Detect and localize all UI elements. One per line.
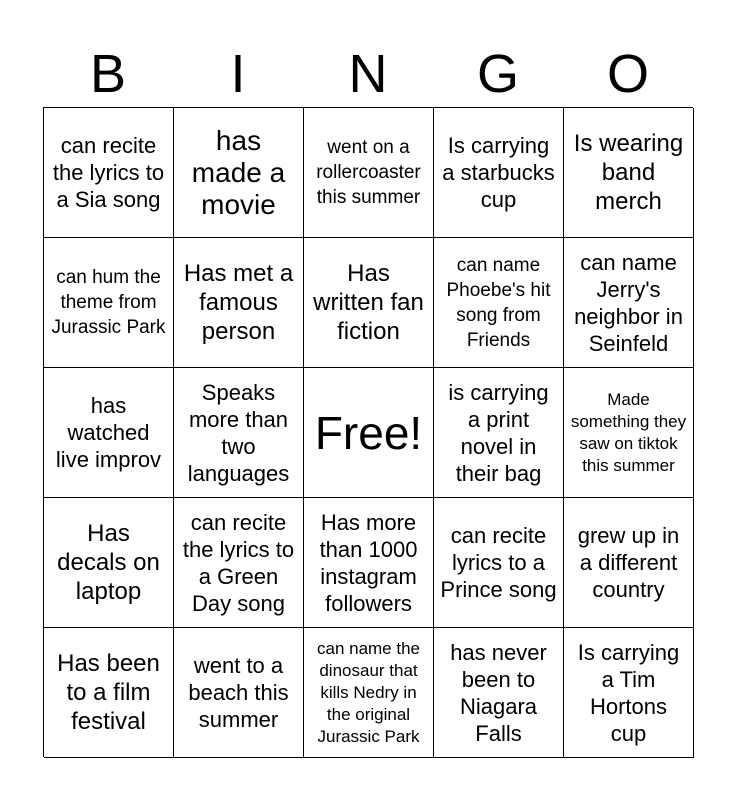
- bingo-cell[interactable]: [174, 368, 304, 498]
- cell-text: Has more than 1000 instagram followers: [319, 509, 418, 616]
- bingo-cell[interactable]: [434, 368, 564, 498]
- cell-text: has never been to Niagara Falls: [450, 639, 547, 746]
- header-letter-i: I: [230, 44, 246, 104]
- cell-text: Free!: [314, 406, 423, 459]
- bingo-cell[interactable]: [174, 628, 304, 758]
- bingo-cell[interactable]: [564, 628, 694, 758]
- cell-text: Has been to a film festival: [57, 650, 160, 735]
- header-letter-n: N: [348, 44, 388, 104]
- bingo-cell[interactable]: [44, 238, 174, 368]
- cell-text: Is carrying a starbucks cup: [442, 133, 555, 212]
- bingo-cell[interactable]: [564, 498, 694, 628]
- cell-text: can recite lyrics to a Prince song: [440, 523, 557, 602]
- cell-text: can name Jerry's neighbor in Seinfeld: [574, 249, 683, 356]
- cell-text: can recite the lyrics to a Green Day song: [182, 509, 295, 616]
- bingo-cell[interactable]: [564, 238, 694, 368]
- cell-text: can name Phoebe's hit song from Friends: [446, 254, 551, 351]
- bingo-cell[interactable]: [434, 498, 564, 628]
- cell-text: Speaks more than two languages: [187, 379, 290, 486]
- bingo-cell[interactable]: [174, 238, 304, 368]
- cell-text: Has met a famous person: [183, 260, 294, 345]
- cell-text: Made something they saw on tiktok this summer: [570, 389, 687, 475]
- bingo-cell[interactable]: [304, 498, 434, 628]
- bingo-cell[interactable]: [434, 628, 564, 758]
- cell-text: has made a movie: [191, 124, 286, 220]
- cell-text: has watched live improv: [55, 393, 162, 472]
- cell-text: Has decals on laptop: [57, 520, 160, 605]
- bingo-cell[interactable]: [434, 108, 564, 238]
- free-space-cell[interactable]: [304, 368, 434, 498]
- bingo-cell[interactable]: [304, 108, 434, 238]
- bingo-cell[interactable]: [44, 628, 174, 758]
- cell-text: grew up in a different country: [577, 523, 680, 602]
- bingo-cell[interactable]: [434, 238, 564, 368]
- bingo-header: [43, 40, 693, 108]
- header-letter-g: G: [476, 44, 519, 104]
- cell-text: is carrying a print novel in their bag: [448, 379, 549, 486]
- header-letter-b: B: [89, 44, 127, 104]
- cell-text: Has written fan fiction: [313, 260, 424, 345]
- bingo-cell[interactable]: [44, 108, 174, 238]
- cell-text: can name the dinosaur that kills Nedry in the original Jurassic Park: [316, 638, 420, 746]
- cell-text: can hum the theme from Jurassic Park: [51, 267, 166, 338]
- header-letter-o: O: [606, 44, 649, 104]
- bingo-cell[interactable]: [304, 238, 434, 368]
- cell-text: can recite the lyrics to a Sia song: [52, 133, 165, 212]
- bingo-grid: [43, 107, 693, 757]
- bingo-cell[interactable]: [44, 498, 174, 628]
- cell-text: Is carrying a Tim Hortons cup: [577, 639, 680, 746]
- cell-text: Is wearing band merch: [573, 130, 684, 215]
- bingo-cell[interactable]: [564, 368, 694, 498]
- cell-text: went on a rollercoaster this summer: [316, 137, 421, 208]
- bingo-cell[interactable]: [174, 108, 304, 238]
- bingo-cell[interactable]: [564, 108, 694, 238]
- cell-text: went to a beach this summer: [188, 653, 289, 732]
- bingo-cell[interactable]: [44, 368, 174, 498]
- bingo-cell[interactable]: [174, 498, 304, 628]
- bingo-cell[interactable]: [304, 628, 434, 758]
